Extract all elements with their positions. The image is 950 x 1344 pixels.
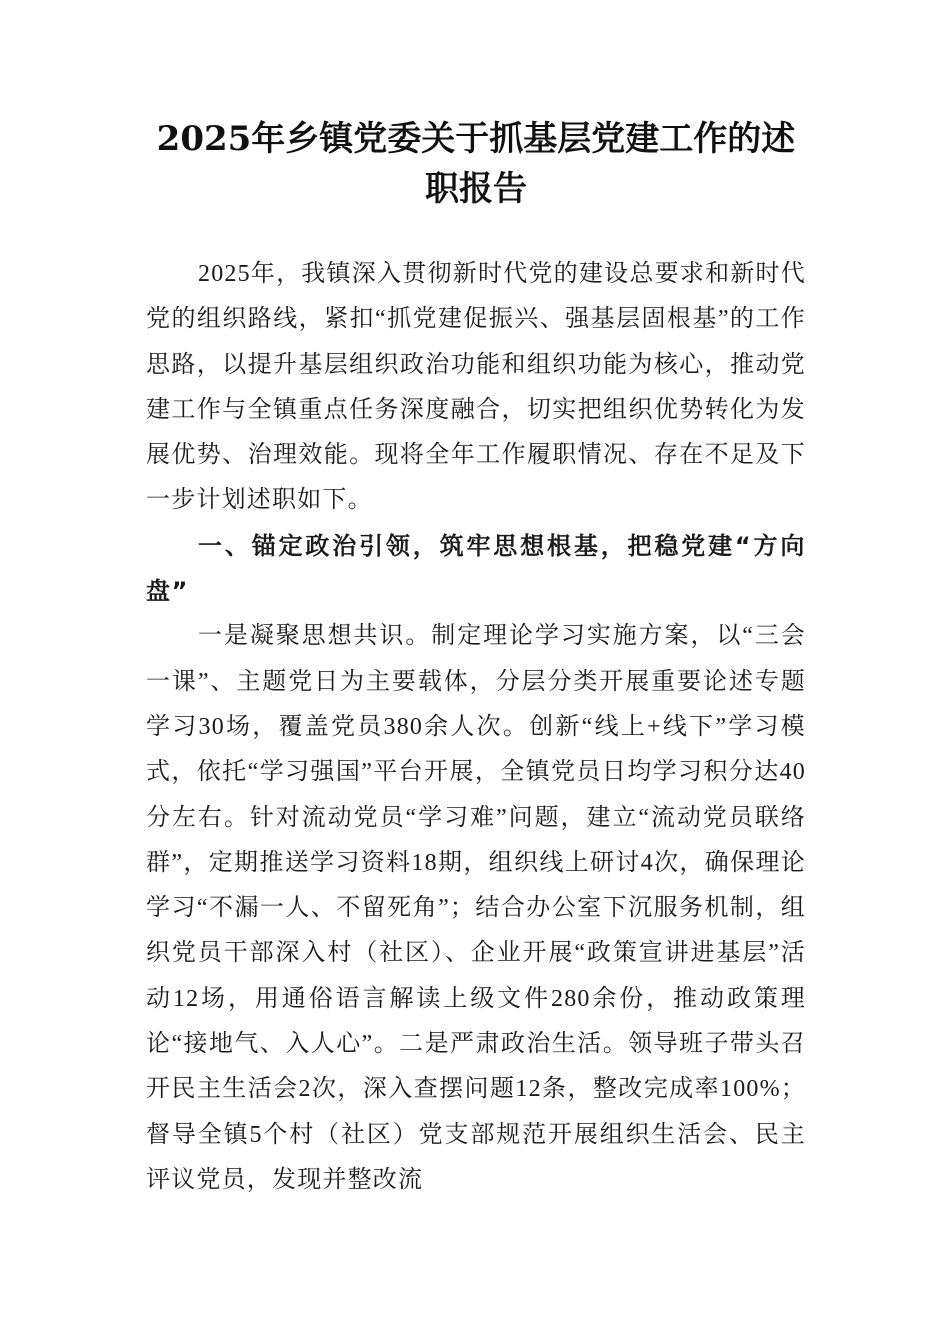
section-heading: 一、锚定政治引领，筑牢思想根基，把稳党建“方向盘” [146,531,806,606]
intro-paragraph: 2025年，我镇深入贯彻新时代党的建设总要求和新时代党的组织路线，紧扣“抓党建促振兴、强基层固根基”的工作思路，以提升基层组织政治功能和组织功能为核心，推动党建工作与全镇重点任务深度融合，切实把组织优势转化为发展优势、治理效能。现将全年工作履职情况、存在不足及下一步计划述职如下。 [146,261,806,514]
document-title: 2025年乡镇党委关于抓基层党建工作的述职报告 [156,119,796,209]
document-body [146,252,806,1203]
body-paragraph: 一是凝聚思想共识。制定理论学习实施方案，以“三会一课”、主题党日为主要载体，分层分类开展重要论述专题学习30场，覆盖党员380余人次。创新“线上+线下”学习模式，依托“学习强国”平台开展，全镇党员日均学习积分达40分左右。针对流动党员“学习难”问题，建立“流动党员联络群”，定期推送学习资料18期，组织线上研讨4次，确保理论学习“不漏一人、不留死角”；结合办公室下沉服务机制，组织党员干部深入村（社区）、企业开展“政策宣讲进基层”活动12场，用通俗语言解读上级文件280余份，推动政策理论“接地气、入人心”。二是严肃政治生活。领导班子带头召开民主生活会2次，深入查摆问题12条，整改完成率100%；督导全镇5个村（社区）党支部规范开展组织生活会、民主评议党员，发现并整改流 [146,623,806,1193]
